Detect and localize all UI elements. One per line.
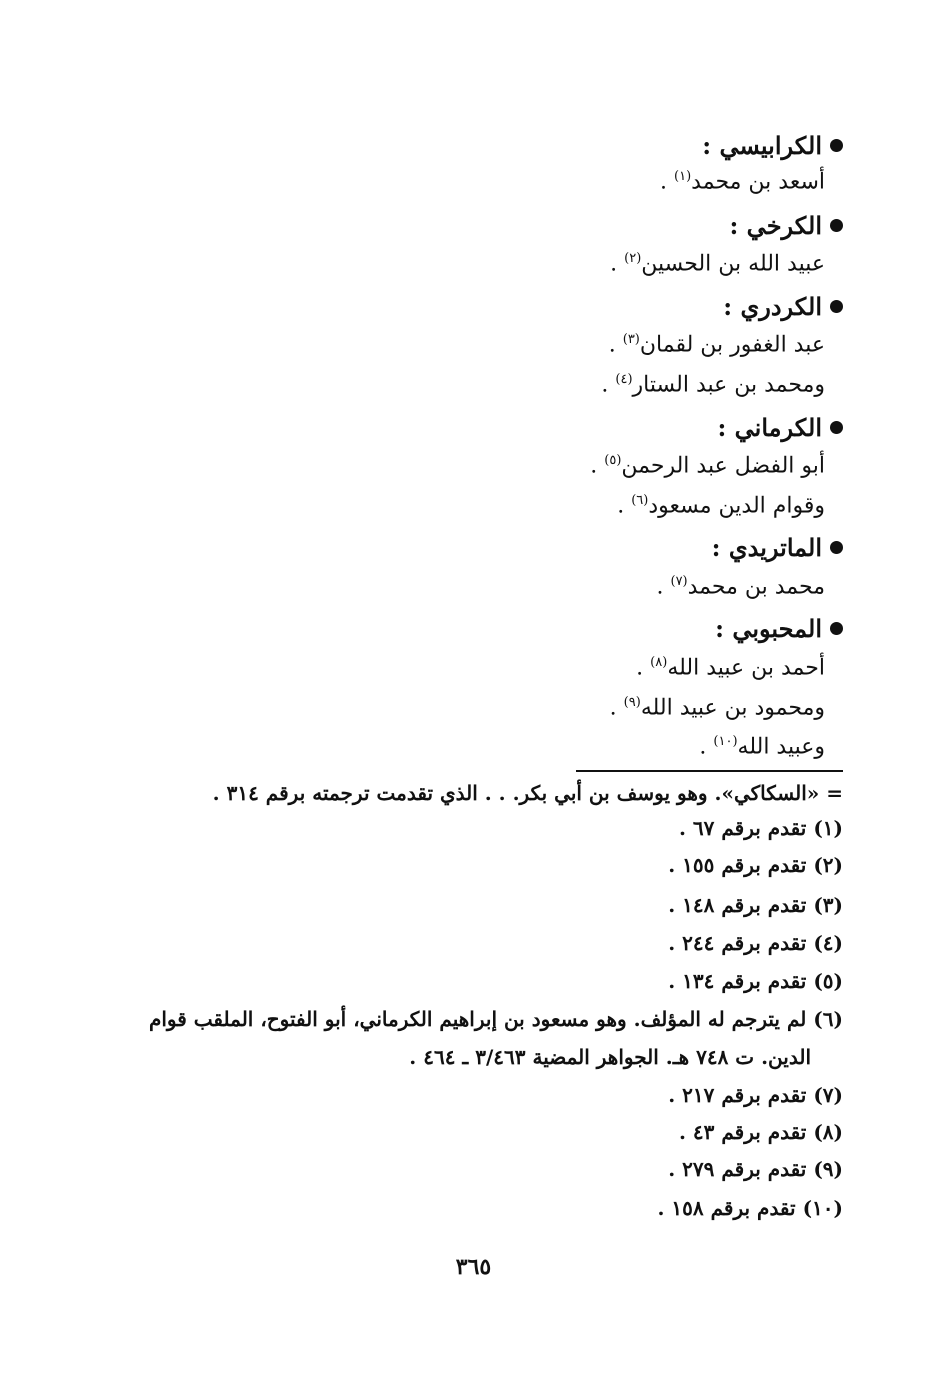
footnote: (١٠) تقدم برقم ١٥٨ . (657, 1196, 843, 1220)
entry-name: وعبيد الله (737, 734, 825, 760)
footnote-continuation-line: الدين. ت ٧٤٨ هـ. الجواهر المضية ٣/٤٦٣ ـ ٤٦٤ . (409, 1045, 811, 1069)
bullet-icon (830, 541, 843, 554)
entry-line (610, 251, 825, 276)
entry-line (656, 574, 825, 599)
footnote-ref: (٦) (631, 493, 649, 508)
footnote-ref: (٢) (624, 251, 642, 266)
entry-line (699, 734, 825, 759)
entry-line (617, 493, 825, 518)
section-heading (712, 533, 843, 562)
bullet-icon (830, 622, 843, 635)
footnote: (٩) تقدم برقم ٢٧٩ . (668, 1157, 843, 1181)
bullet-icon (830, 421, 843, 434)
footnote: (٢) تقدم برقم ١٥٥ . (668, 853, 843, 877)
bullet-icon (830, 219, 843, 232)
entry-line (636, 655, 825, 680)
entry-line (590, 453, 825, 478)
entry-end: . (609, 695, 624, 721)
entry-line (610, 695, 825, 720)
heading-text: الكردري : (723, 292, 822, 321)
section-heading (723, 292, 843, 321)
entry-name: عبد الغفور بن لقمان (639, 332, 825, 358)
footnote: (٣) تقدم برقم ١٤٨ . (668, 893, 843, 917)
footnote-continuation: = «السكاكي». وهو يوسف بن أبي بكر. . . الذي تقدمت ترجمته برقم ٣١٤ . (212, 781, 843, 805)
heading-text: الكرابيسي : (702, 131, 822, 160)
footnote: (٥) تقدم برقم ١٣٤ . (668, 969, 843, 993)
section-heading (717, 413, 843, 442)
entry-name: أسعد بن محمد (691, 169, 825, 195)
footnote-ref: (٤) (615, 372, 633, 387)
entry-end: . (590, 453, 605, 479)
entry-name: محمد بن محمد (687, 574, 825, 600)
entry-end: . (610, 251, 625, 277)
bullet-icon (830, 300, 843, 313)
footnote: (١) تقدم برقم ٦٧ . (678, 816, 843, 840)
entry-end: . (656, 574, 671, 600)
entry-name: أحمد بن عبيد الله (667, 655, 825, 681)
footnote: (٦) لم يترجم له المؤلف. وهو مسعود بن إبراهيم الكرماني، أبو الفتوح، الملقب قوام (148, 1007, 843, 1031)
footnote-ref: (١) (674, 169, 692, 184)
entry-name: عبيد الله بن الحسين (641, 251, 825, 277)
section-heading (702, 131, 843, 160)
section-heading (715, 614, 843, 643)
page-number: ٣٦٥ (455, 1254, 492, 1280)
footnote-ref: (١٠) (713, 734, 738, 749)
entry-end: . (617, 493, 632, 519)
entry-line (609, 332, 825, 357)
footnote-separator (576, 770, 843, 772)
footnote-ref: (٥) (604, 453, 622, 468)
heading-text: المحبوبي : (715, 614, 822, 643)
entry-name: ومحمود بن عبيد الله (640, 695, 825, 721)
heading-text: الكرخي : (729, 211, 822, 240)
heading-text: الماتريدي : (711, 533, 822, 562)
footnote: (٨) تقدم برقم ٤٣ . (678, 1120, 843, 1144)
entry-name: أبو الفضل عبد الرحمن (621, 453, 825, 479)
entry-end: . (699, 734, 714, 760)
bullet-icon (830, 139, 843, 152)
entry-end: . (608, 332, 623, 358)
footnote: (٧) تقدم برقم ٢١٧ . (668, 1083, 843, 1107)
footnote-ref: (٧) (670, 574, 688, 589)
entry-end: . (636, 655, 651, 681)
entry-line (660, 169, 825, 194)
footnote-ref: (٩) (623, 695, 641, 710)
footnote: (٤) تقدم برقم ٢٤٤ . (668, 931, 843, 955)
entry-end: . (601, 372, 616, 398)
entry-name: وقوام الدين مسعود (648, 493, 825, 519)
entry-end: . (660, 169, 675, 195)
footnote-ref: (٣) (622, 332, 640, 347)
entry-line (601, 372, 825, 397)
entry-name: ومحمد بن عبد الستار (632, 372, 825, 398)
section-heading (729, 211, 843, 240)
footnote-ref: (٨) (650, 655, 668, 670)
heading-text: الكرماني : (717, 413, 822, 442)
